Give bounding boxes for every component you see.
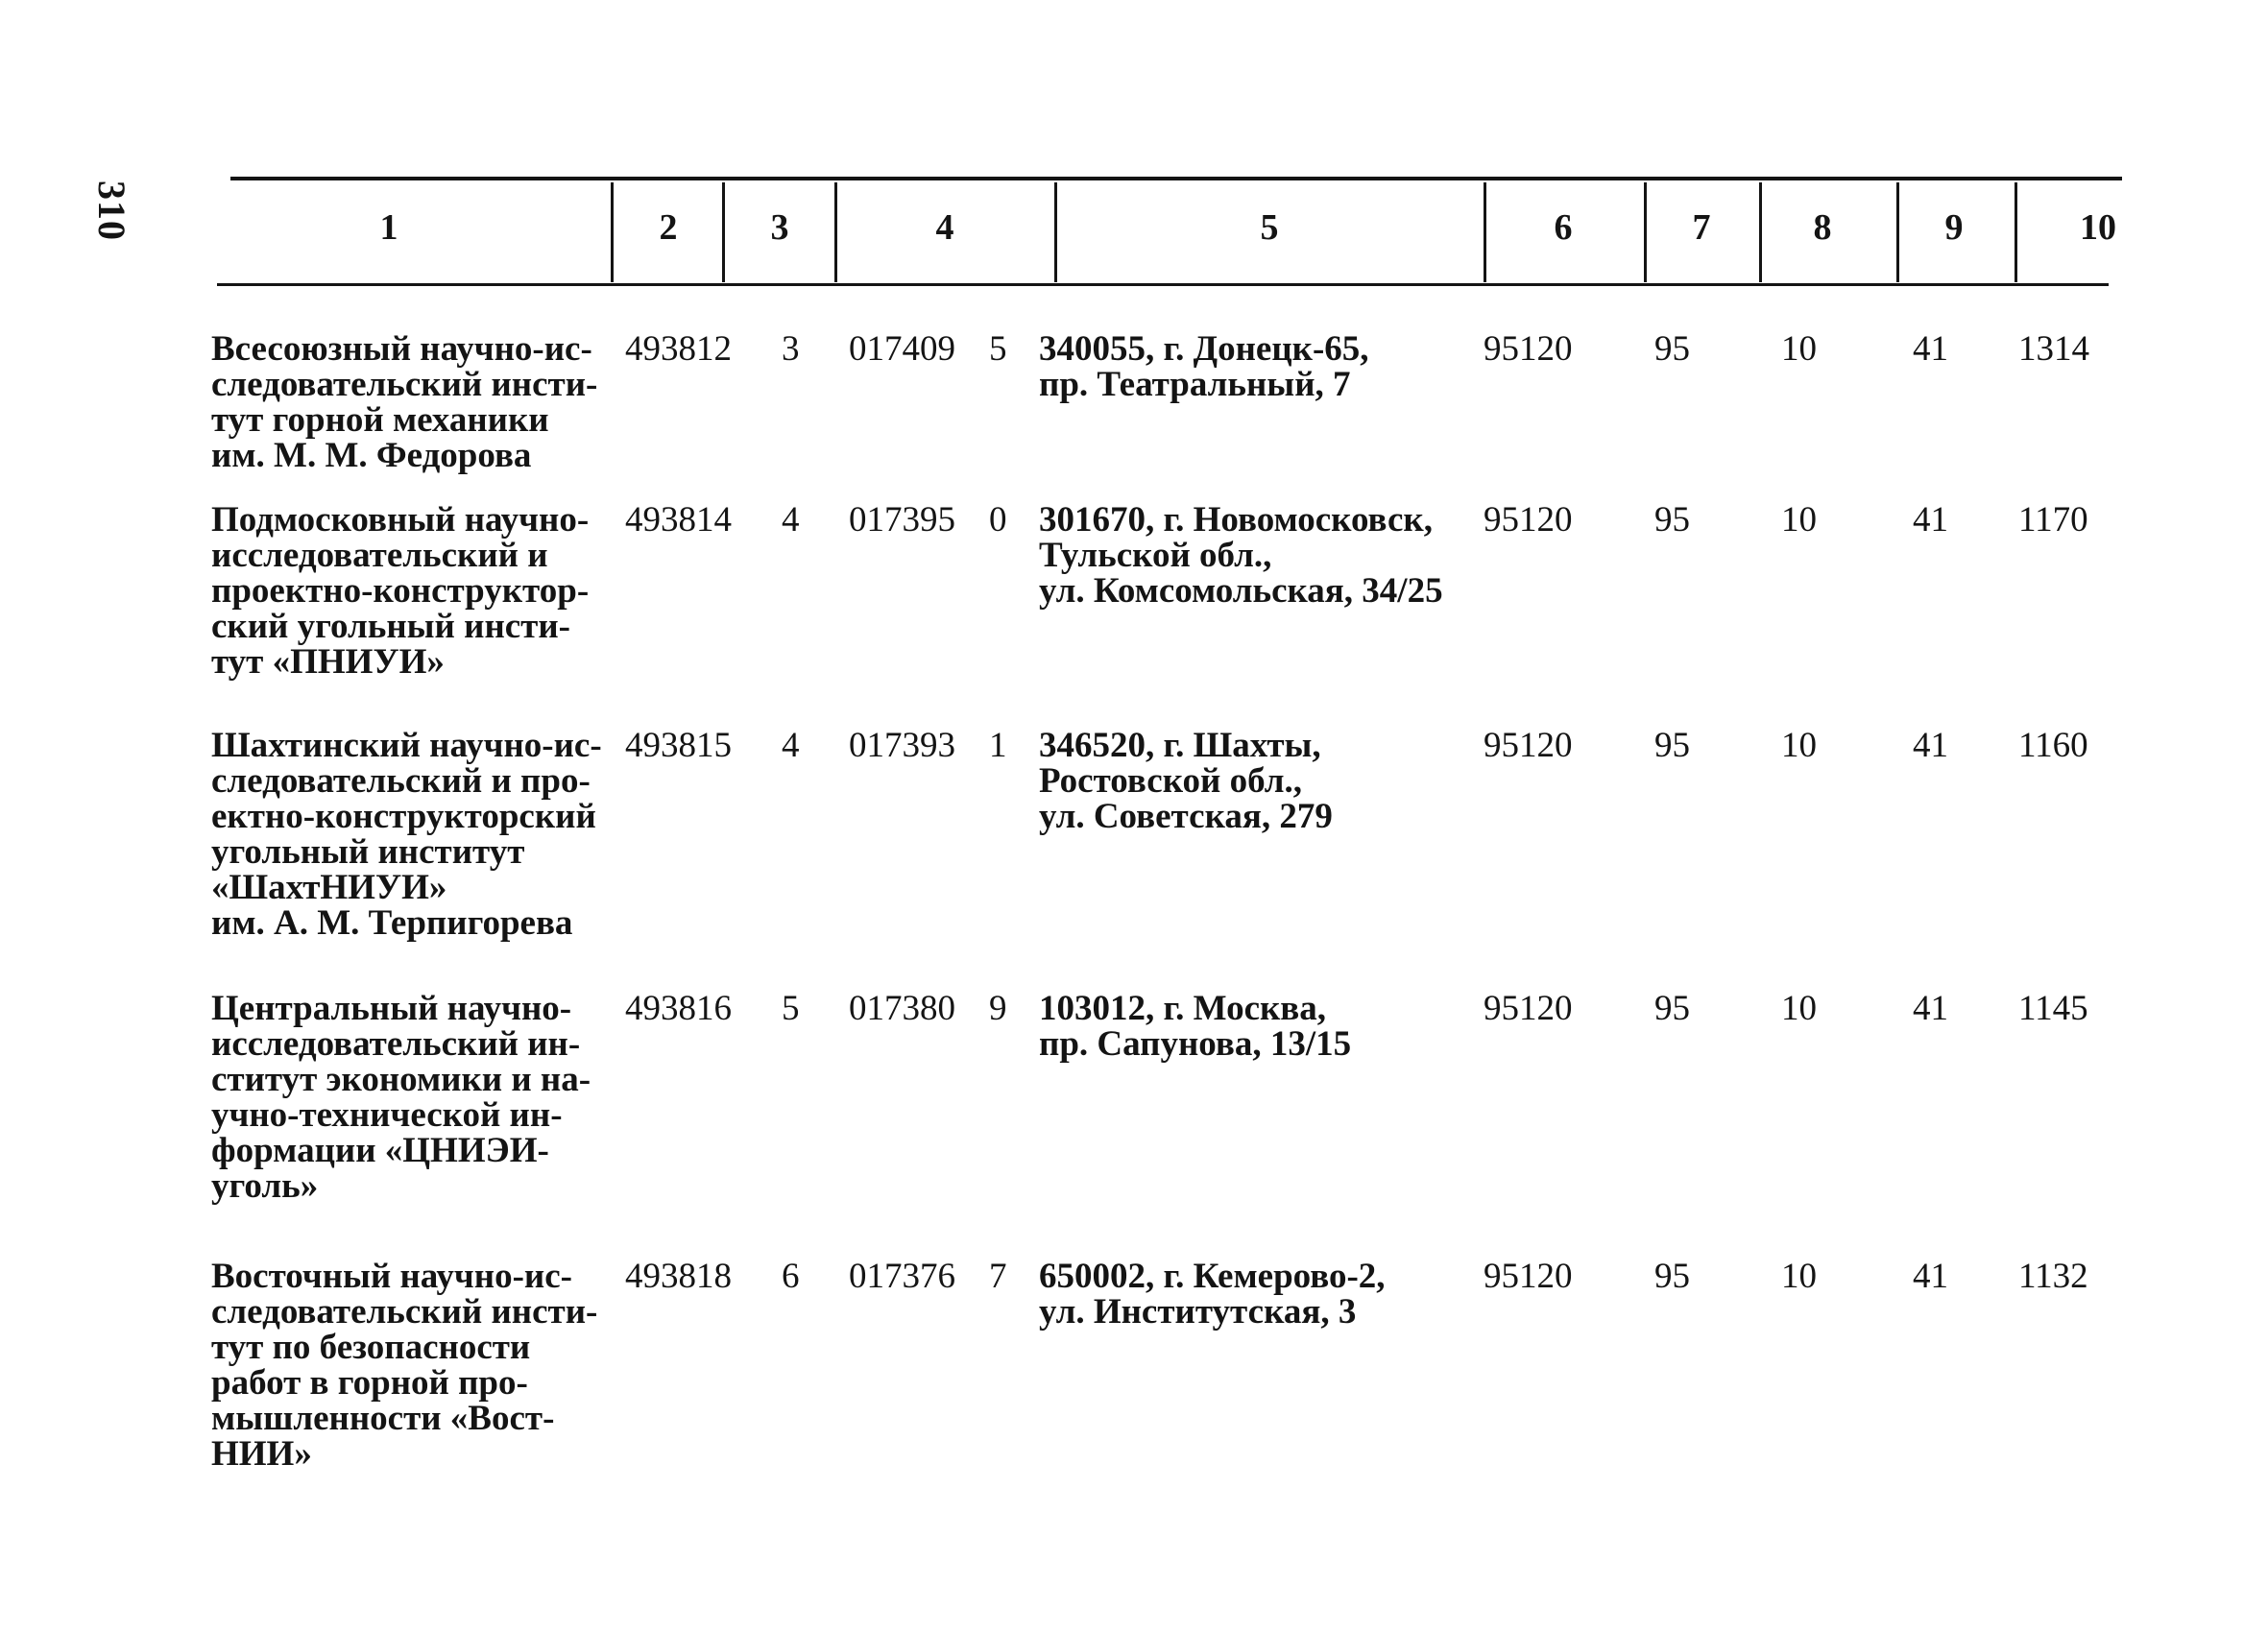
name-line: ститут экономики и на- [211,1060,591,1099]
code-cell: 493818 [625,1257,732,1296]
code-cell: 493814 [625,500,732,540]
address-line: пр. Сапунова, 13/15 [1039,1024,1352,1064]
col8-cell: 10 [1781,500,1817,540]
col9-cell: 41 [1913,329,1948,369]
col4-cell: 017409 [849,329,955,369]
name-line: следовательский инсти- [211,1292,598,1332]
name-line: угольный институт [211,832,525,872]
col9-cell: 41 [1913,500,1948,540]
col4-cell: 017380 [849,989,955,1028]
name-line: «ШахтНИУИ» [211,868,447,907]
header-col-7: 7 [1692,207,1711,248]
address-line: ул. Советская, 279 [1039,797,1333,836]
name-line: Шахтинский научно-ис- [211,726,602,765]
name-line: формации «ЦНИЭИ- [211,1131,549,1170]
column-divider [611,182,614,282]
name-line: тут горной механики [211,400,549,440]
col10-cell: 1314 [2018,329,2089,369]
col10-cell: 1170 [2018,500,2088,540]
address-cell [1039,1259,1386,1330]
name-line: мышленности «Вост- [211,1399,555,1438]
name-line: НИИ» [211,1434,312,1474]
institute-name [211,1259,615,1472]
col8-cell: 10 [1781,329,1817,369]
name-line: учно-технической ин- [211,1095,563,1135]
column-divider [1644,182,1647,282]
table-header-rule [217,283,2109,286]
col3-cell: 5 [782,989,800,1028]
address-line: 340055, г. Донецк-65, [1039,329,1369,369]
address-cell [1039,331,1369,402]
col9-cell: 41 [1913,989,1948,1028]
name-line: им. А. М. Терпигорева [211,903,573,943]
header-col-9: 9 [1944,207,1964,248]
name-line: Подмосковный научно- [211,500,590,540]
address-line: Тульской обл., [1039,536,1272,575]
col10-cell: 1145 [2018,989,2088,1028]
col8-cell: 10 [1781,726,1817,765]
header-col-4: 4 [935,207,954,248]
col6-cell: 95120 [1484,989,1573,1028]
col8-cell: 10 [1781,1257,1817,1296]
col9-cell: 41 [1913,1257,1948,1296]
name-line: тут «ПНИУИ» [211,642,445,682]
col4-cell: 017393 [849,726,955,765]
name-line: проектно-конструктор- [211,571,590,611]
institute-name [211,728,615,941]
name-line: ский угольный инсти- [211,607,570,646]
col4-check-cell: 1 [989,726,1007,765]
name-line: ектно-конструкторский [211,797,596,836]
header-col-3: 3 [770,207,789,248]
name-line: работ в горной про- [211,1363,528,1403]
institute-name [211,502,615,680]
header-col-2: 2 [659,207,678,248]
name-line: исследовательский и [211,536,548,575]
column-divider [2015,182,2017,282]
name-line: следовательский и про- [211,761,591,801]
col3-cell: 6 [782,1257,800,1296]
address-cell [1039,728,1333,834]
name-line: следовательский инсти- [211,365,598,404]
address-cell [1039,991,1351,1062]
address-cell [1039,502,1443,609]
column-divider [1896,182,1899,282]
col9-cell: 41 [1913,726,1948,765]
col7-cell: 95 [1654,500,1690,540]
address-line: ул. Институтская, 3 [1039,1292,1357,1332]
header-col-8: 8 [1813,207,1832,248]
col7-cell: 95 [1654,329,1690,369]
col3-cell: 4 [782,500,800,540]
institute-name [211,991,615,1204]
col6-cell: 95120 [1484,1257,1573,1296]
name-line: уголь» [211,1166,319,1206]
col7-cell: 95 [1654,989,1690,1028]
address-line: 103012, г. Москва, [1039,989,1327,1028]
header-col-1: 1 [379,207,398,248]
col4-check-cell: 9 [989,989,1007,1028]
col10-cell: 1160 [2018,726,2088,765]
name-line: им. М. М. Федорова [211,436,532,475]
col7-cell: 95 [1654,1257,1690,1296]
column-divider [1759,182,1762,282]
col6-cell: 95120 [1484,329,1573,369]
column-divider [1484,182,1486,282]
col4-check-cell: 5 [989,329,1007,369]
col4-check-cell: 7 [989,1257,1007,1296]
column-divider [1054,182,1057,282]
column-divider [722,182,725,282]
code-cell: 493812 [625,329,732,369]
code-cell: 493816 [625,989,732,1028]
name-line: тут по безопасности [211,1328,531,1367]
page-number: 310 [90,180,133,241]
address-line: 650002, г. Кемерово-2, [1039,1257,1386,1296]
institute-name [211,331,615,473]
table-top-rule [230,177,2122,180]
name-line: Всесоюзный научно-ис- [211,329,592,369]
address-line: Ростовской обл., [1039,761,1302,801]
address-line: 346520, г. Шахты, [1039,726,1321,765]
col6-cell: 95120 [1484,726,1573,765]
col4-cell: 017376 [849,1257,955,1296]
col10-cell: 1132 [2018,1257,2088,1296]
col8-cell: 10 [1781,989,1817,1028]
col4-cell: 017395 [849,500,955,540]
header-col-6: 6 [1554,207,1573,248]
col3-cell: 3 [782,329,800,369]
address-line: 301670, г. Новомосковск, [1039,500,1433,540]
name-line: исследовательский ин- [211,1024,581,1064]
address-line: пр. Театральный, 7 [1039,365,1351,404]
col4-check-cell: 0 [989,500,1007,540]
col6-cell: 95120 [1484,500,1573,540]
name-line: Восточный научно-ис- [211,1257,572,1296]
header-col-10: 10 [2080,207,2116,248]
address-line: ул. Комсомольская, 34/25 [1039,571,1443,611]
code-cell: 493815 [625,726,732,765]
header-col-5: 5 [1260,207,1279,248]
col3-cell: 4 [782,726,800,765]
column-divider [834,182,837,282]
col7-cell: 95 [1654,726,1690,765]
name-line: Центральный научно- [211,989,572,1028]
